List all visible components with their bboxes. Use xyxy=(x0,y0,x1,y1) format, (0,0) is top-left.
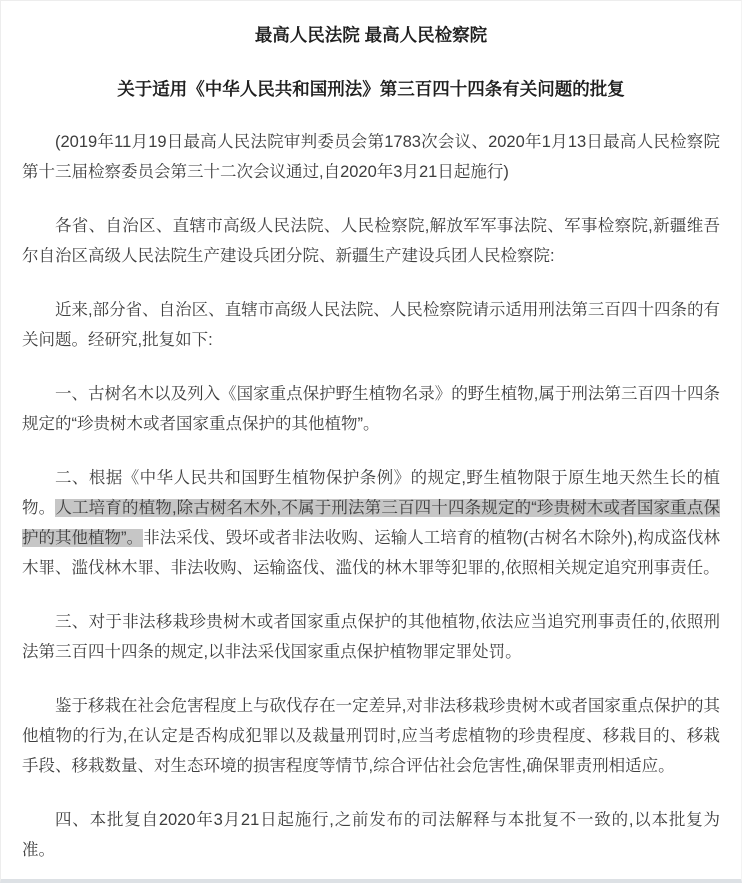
reply-item-2 xyxy=(22,463,720,583)
document-body xyxy=(22,127,720,865)
reply-item-2-rest: 非法采伐、毁坏或者非法收购、运输人工培育的植物(古树名木除外),构成盗伐林木罪、滥伐林木罪、非法收购、运输盗伐、滥伐的林木罪等犯罪的,依照相关规定追究刑事责任。 xyxy=(22,529,720,577)
reply-item-4: 四、本批复自2020年3月21日起施行,之前发布的司法解释与本批复不一致的,以本批复为准。 xyxy=(22,811,720,859)
reply-item-1: 一、古树名木以及列入《国家重点保护野生植物名录》的野生植物,属于刑法第三百四十四条规定的“珍贵树木或者国家重点保护的其他植物”。 xyxy=(22,385,720,433)
document-subject-title: 关于适用《中华人民共和国刑法》第三百四十四条有关问题的批复 xyxy=(117,79,625,99)
reply-item-2-lead: 二、根据《中华人民共和国野生植物保护条例》的规定,野生植物限于原生地天然生长的植物。 xyxy=(22,469,720,517)
addressees: 各省、自治区、直辖市高级人民法院、人民检察院,解放军军事法院、军事检察院,新疆维吾尔自治区高级人民法院生产建设兵团分院、新疆生产建设兵团人民检察院: xyxy=(22,217,720,265)
reply-item-3: 三、对于非法移栽珍贵树木或者国家重点保护的其他植物,依法应当追究刑事责任的,依照刑法第三百四十四条的规定,以非法采伐国家重点保护植物罪定罪处罚。 xyxy=(22,613,720,661)
enactment-note: (2019年11月19日最高人民法院审判委员会第1783次会议、2020年1月13日最高人民检察院第十三届检察委员会第三十二次会议通过,自2020年3月21日起施行) xyxy=(22,133,720,181)
highlighted-text: 人工培育的植物,除古树名木外,不属于刑法第三百四十四条规定的“珍贵树木或者国家重点保护的其他植物”。 xyxy=(22,499,721,547)
preamble: 近来,部分省、自治区、直辖市高级人民法院、人民检察院请示适用刑法第三百四十四条的有关问题。经研究,批复如下: xyxy=(22,301,720,349)
issuing-authorities-title: 最高人民法院 最高人民检察院 xyxy=(254,25,488,45)
reply-item-3-note: 鉴于移栽在社会危害程度上与砍伐存在一定差异,对非法移栽珍贵树木或者国家重点保护的其他植物的行为,在认定是否构成犯罪以及裁量刑罚时,应当考虑植物的珍贵程度、移栽目的、移栽手段、移栽数量、对生态环境的损害程度等情节,综合评估社会危害性,确保罪责刑相适应。 xyxy=(22,697,720,775)
